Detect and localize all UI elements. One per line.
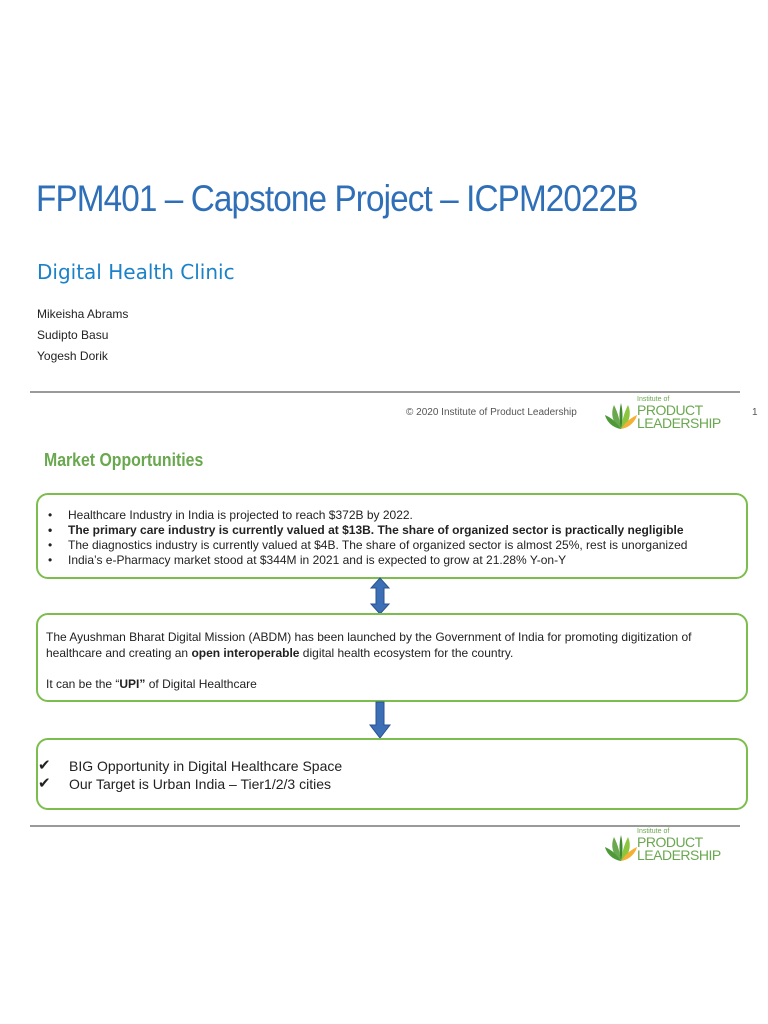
logo-text-line1: Institute of xyxy=(637,828,670,835)
list-item-text: BIG Opportunity in Digital Healthcare Space xyxy=(69,758,343,774)
list-item xyxy=(38,757,342,775)
market-facts-box xyxy=(36,493,748,579)
lotus-leaf-icon xyxy=(604,402,638,430)
logo-text-line3: LEADERSHIP xyxy=(637,415,721,431)
list-item-text: India’s e-Pharmacy market stood at $344M in 2021 and is expected to grow at 21.28% Y-on-Y xyxy=(68,553,567,567)
checkmark-icon: ✔ xyxy=(38,757,51,774)
list-item-text: Our Target is Urban India – Tier1/2/3 cities xyxy=(69,776,331,792)
logo-text-line1: Institute of xyxy=(637,396,670,403)
bullet-icon: • xyxy=(48,538,53,552)
slide-subtitle: Digital Health Clinic xyxy=(37,260,235,284)
tagline-bold: UPI” xyxy=(119,677,146,691)
section-heading: Market Opportunities xyxy=(44,450,204,470)
checkmark-icon: ✔ xyxy=(38,775,51,792)
bullet-icon: • xyxy=(48,508,53,522)
abdm-text-bold: open interoperable xyxy=(191,646,300,660)
abdm-tagline xyxy=(46,676,257,692)
market-facts-list xyxy=(48,508,687,568)
author-name: Mikeisha Abrams xyxy=(37,307,129,321)
bullet-icon: • xyxy=(48,523,53,537)
opportunity-list xyxy=(38,757,342,793)
abdm-description xyxy=(46,629,746,661)
list-item xyxy=(48,523,687,538)
double-arrow-icon xyxy=(369,577,391,615)
bullet-icon: • xyxy=(48,553,53,567)
author-name: Sudipto Basu xyxy=(37,328,109,342)
institute-logo xyxy=(604,828,734,864)
lotus-leaf-icon xyxy=(604,834,638,862)
list-item-text: Healthcare Industry in India is projected to reach $372B by 2022. xyxy=(68,508,413,522)
list-item xyxy=(48,508,687,523)
logo-text-line2: PRODUCT xyxy=(637,834,703,850)
copyright-text: © 2020 Institute of Product Leadership xyxy=(406,407,577,418)
tagline-prefix: It can be the “ xyxy=(46,677,120,691)
list-item-text: The primary care industry is currently valued at $13B. The share of organized sector is practically negligible xyxy=(68,523,684,537)
down-arrow-icon xyxy=(369,701,391,739)
slide-divider xyxy=(30,825,740,827)
logo-text-line3: LEADERSHIP xyxy=(637,847,721,863)
tagline-suffix: of Digital Healthcare xyxy=(145,677,257,691)
logo-text-line2: PRODUCT xyxy=(637,402,703,418)
slide-divider xyxy=(30,391,740,393)
author-list xyxy=(37,305,128,368)
abdm-text-part1: The Ayushman Bharat Digital Mission (ABDM) has been launched by the Government of India for promoting digitization of healthcare and creating an xyxy=(46,630,692,660)
institute-logo xyxy=(604,396,734,432)
slide-title: FPM401 – Capstone Project – ICPM2022B xyxy=(36,178,638,219)
author-name: Yogesh Dorik xyxy=(37,349,108,363)
list-item xyxy=(38,775,342,793)
opportunity-box xyxy=(36,738,748,810)
abdm-text-part2: digital health ecosystem for the country. xyxy=(299,646,514,660)
page-number: 1 xyxy=(752,407,758,418)
list-item-text: The diagnostics industry is currently valued at $4B. The share of organized sector is almost 25%, rest is unorganized xyxy=(68,538,688,552)
abdm-box xyxy=(36,613,748,702)
list-item xyxy=(48,553,687,568)
list-item xyxy=(48,538,687,553)
